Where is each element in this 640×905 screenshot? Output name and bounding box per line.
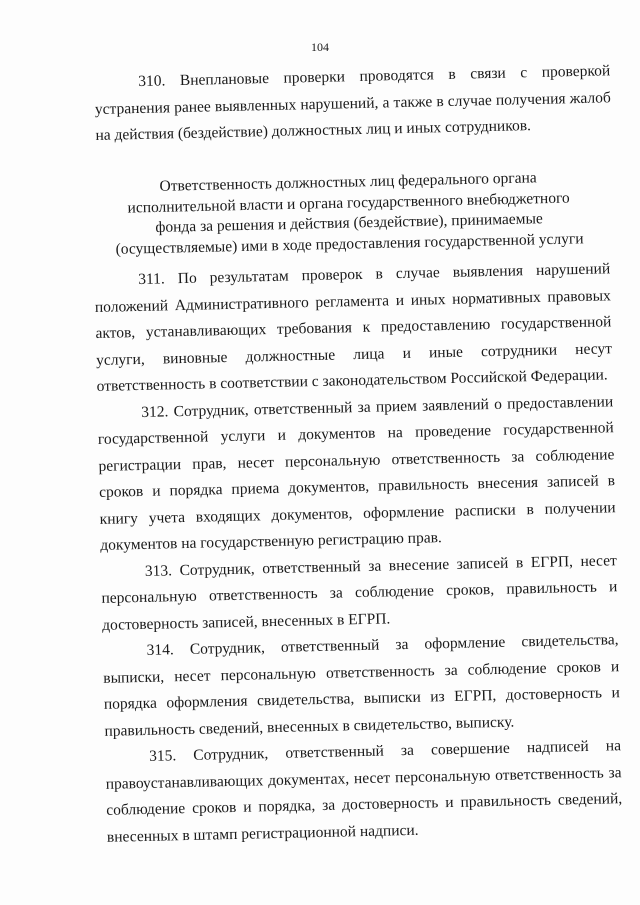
section-heading-text: Ответственность должностных лиц федерального органа исполнительной власти и органа государственного внебюджетного фонда за решения и действия (бездействие), принимаемые (осуществляемые) ими в ходе предоставления государственной услуги	[115, 169, 584, 258]
paragraph-group-top	[94, 58, 612, 149]
paragraph-310: 310. Внеплановые проверки проводятся в связи с проверкой устранения ранее выявленных нарушений, а также в случае получения жалоб на действия (бездействие) должностных лиц и иных сотрудников.	[94, 62, 611, 144]
paragraph-group-main	[94, 256, 623, 851]
section-heading	[110, 167, 588, 260]
paragraph-315: 315. Сотрудник, ответственный за совершение надписей на правоустанавливающих документах, несет персональную ответственность за соблюдение сроков и порядка, за достоверность и правильность сведений, внесенных в штамп регистрационной надписи.	[105, 737, 623, 846]
page-number: 104	[311, 40, 329, 54]
paragraph-311: 311. По результатам проверок в случае выявления нарушений положений Административного регламента и иных нормативных правовых актов, устанавливающих требования к предоставлению государственной услуги, виновные должностные лица и иные сотрудники несут ответственность в соответствии с законодательством Российской Федерации.	[94, 260, 613, 395]
paragraph-314: 314. Сотрудник, ответственный за оформление свидетельства, выписки, несет персональную ответственность за соблюдение сроков и порядка оформления свидетельства, выписки из ЕГРП, достоверность и правильность сведений, внесенных в свидетельство, выписку.	[103, 631, 620, 740]
paragraph-312: 312. Сотрудник, ответственный за прием заявлений о предоставлении государственной услуги и документов на проведение государственной регистрации прав, несет персональную ответственность за соблюдение сроков и порядка приема документов, правильность внесения записей в книгу учета входящих документов, оформление расписки в получении документов на государственную регистрацию прав.	[97, 392, 616, 554]
paragraph-313: 313. Сотрудник, ответственный за внесение записей в ЕГРП, несет персональную ответственность за соблюдение сроков, правильность и достоверность записей, внесенных в ЕГРП.	[101, 551, 618, 634]
